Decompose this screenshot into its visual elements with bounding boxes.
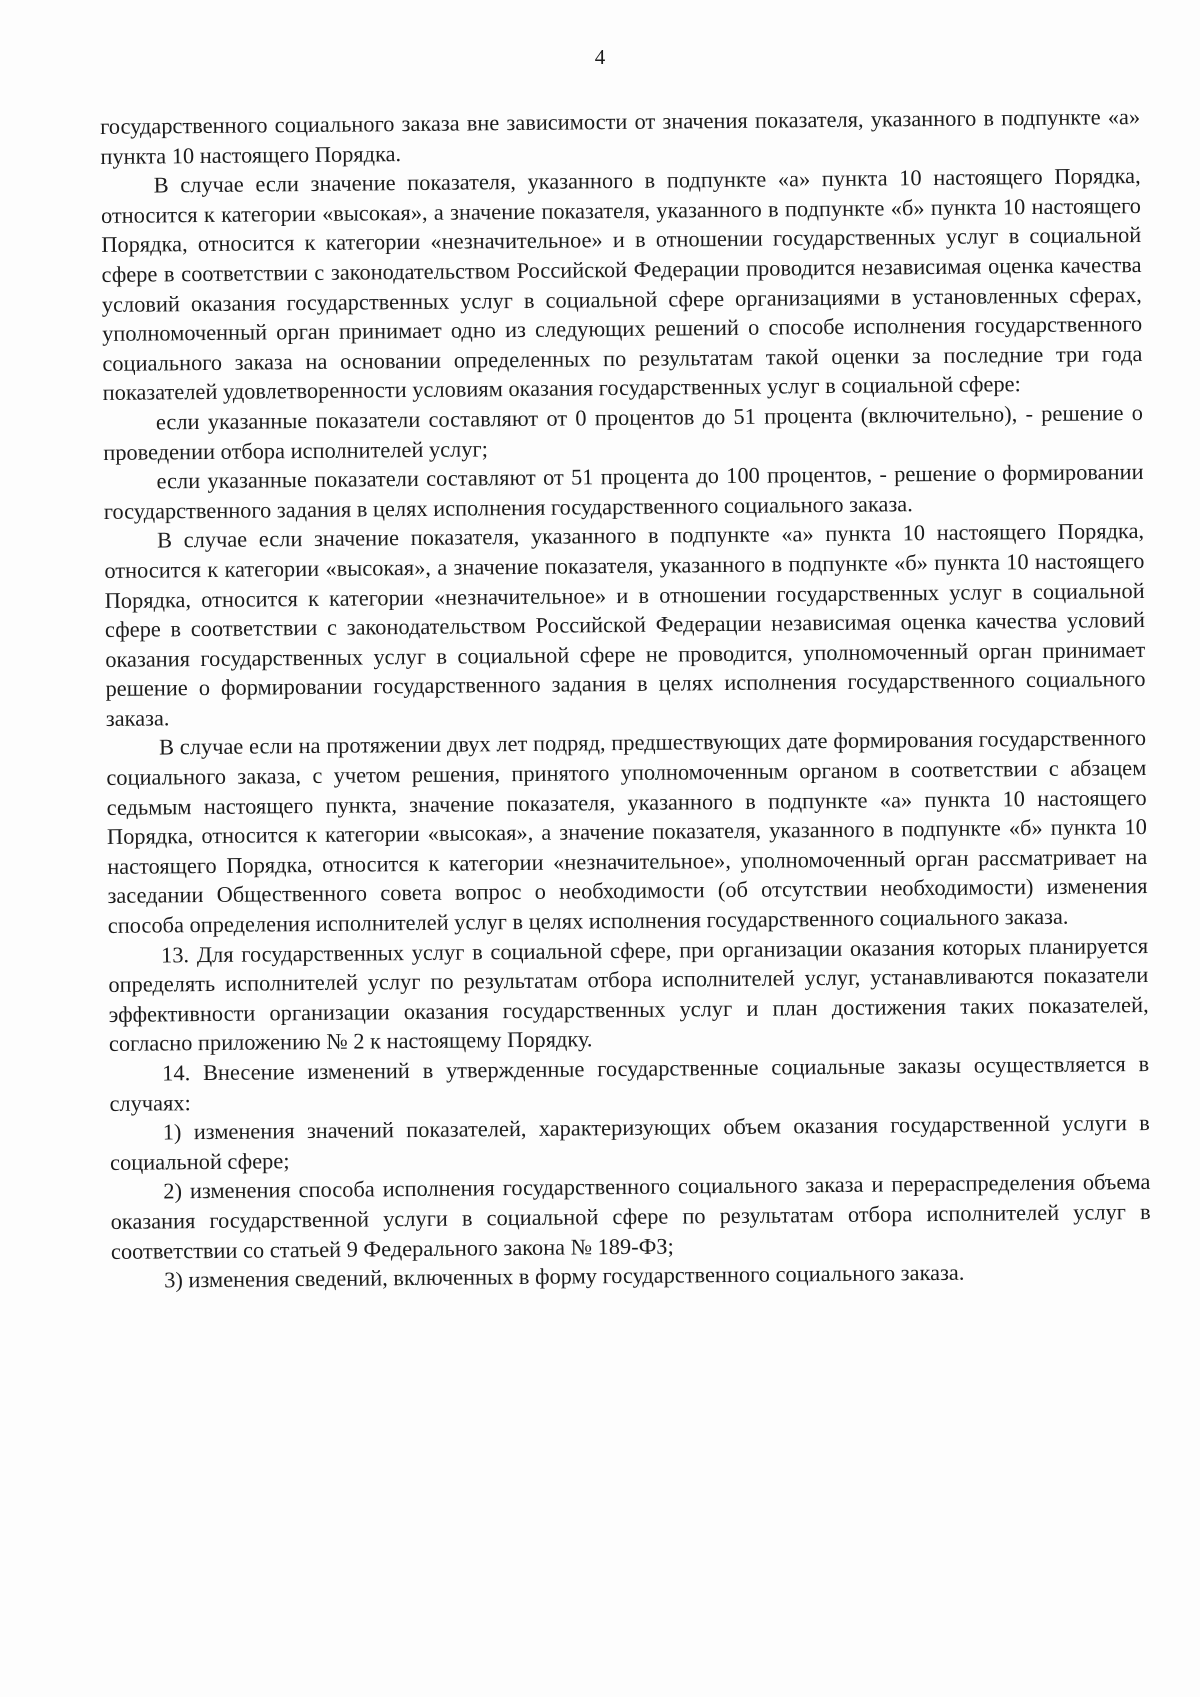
list-item-1: 1) изменения значений показателей, характеризующих объем оказания государственной услуги в социальной сфере; — [109, 1110, 1150, 1175]
paragraph-continuation: государственного социального заказа вне зависимости от значения показателя, указанного в подпункте «а» пункта 10 настоящего Порядка. — [100, 104, 1141, 169]
paragraph-item-13: 13. Для государственных услуг в социальной сфере, при организации оказания которых планируется определять исполнителей услуг по результатам отбора исполнителей услуг, устанавливаются показатели эффективности организации оказания государственных услуг и план достижения таких показателей, согласно приложению № 2 к настоящему Порядку. — [108, 932, 1149, 1057]
paragraph-no-assessment: В случае если значение показателя, указанного в подпункте «а» пункта 10 настоящего Порядка, относится к категории «высокая», а значение показателя, указанного в подпункте «б» пункта 10 настоящего Порядка, относится к категории «незначительное» и в отношении государственных услуг в социальной сфере в соответствии с законодательством Российской Федерации независимая оценка качества условий оказания государственных услуг в социальной сфере не проводится, уполномоченный орган принимает решение о формировании государственного задания в целях исполнения государственного социального заказа. — [104, 518, 1146, 731]
page-number: 4 — [594, 45, 606, 69]
paragraph-0-51-percent: если указанные показатели составляют от 0 процентов до 51 процента (включительно), - решение о проведении отбора исполнителей услуг; — [103, 399, 1144, 465]
list-item-2: 2) изменения способа исполнения государственного социального заказа и перераспределения объема оказания государственной услуги в социальной сфере по результатам отбора исполнителей услуг в соответствии со статьей 9 Федерального закона № 189-ФЗ; — [110, 1169, 1151, 1264]
paragraph-item-14: 14. Внесение изменений в утвержденные государственные социальные заказы осуществляется в случаях: — [109, 1050, 1150, 1116]
document-body — [100, 102, 1151, 1296]
paragraph-51-100-percent: если указанные показатели составляют от 51 процента до 100 процентов, - решение о формировании государственного задания в целях исполнения государственного социального заказа. — [103, 459, 1144, 524]
list-item-3: 3) изменения сведений, включенных в форму государственного социального заказа. — [164, 1259, 965, 1293]
paragraph-high-category-assessment: В случае если значение показателя, указанного в подпункте «а» пункта 10 настоящего Порядка, относится к категории «высокая», а значение показателя, указанного в подпункте «б» пункта 10 настоящего Порядка, относится к категории «незначительное» и в отношении государственных услуг в социальной сфере в соответствии с законодательством Российской Федерации проводится независимая оценка качества условий оказания государственных услуг в социальной сфере организациями в установленных сферах, уполномоченный орган принимает одно из следующих решений о способе исполнения государственного социального заказа на основании определенных по результатам такой оценки за последние три года показателей удовлетворенности условиям оказания государственных услуг в социальной сфере: — [100, 163, 1143, 406]
paragraph-two-years: В случае если на протяжении двух лет подряд, предшествующих дате формирования государственного социального заказа, с учетом решения, принятого уполномоченным органом в соответствии с абзацем седьмым настоящего пункта, значение показателя, указанного в подпункте «а» пункта 10 настоящего Порядка, относится к категории «высокая», а значение показателя, указанного в подпункте «б» пункта 10 настоящего Порядка, относится к категории «незначительное», уполномоченный орган рассматривает на заседании Общественного совета вопрос о необходимости (об отсутствии необходимости) изменения способа определения исполнителей услуг в целях исполнения государственного социального заказа. — [106, 725, 1148, 938]
